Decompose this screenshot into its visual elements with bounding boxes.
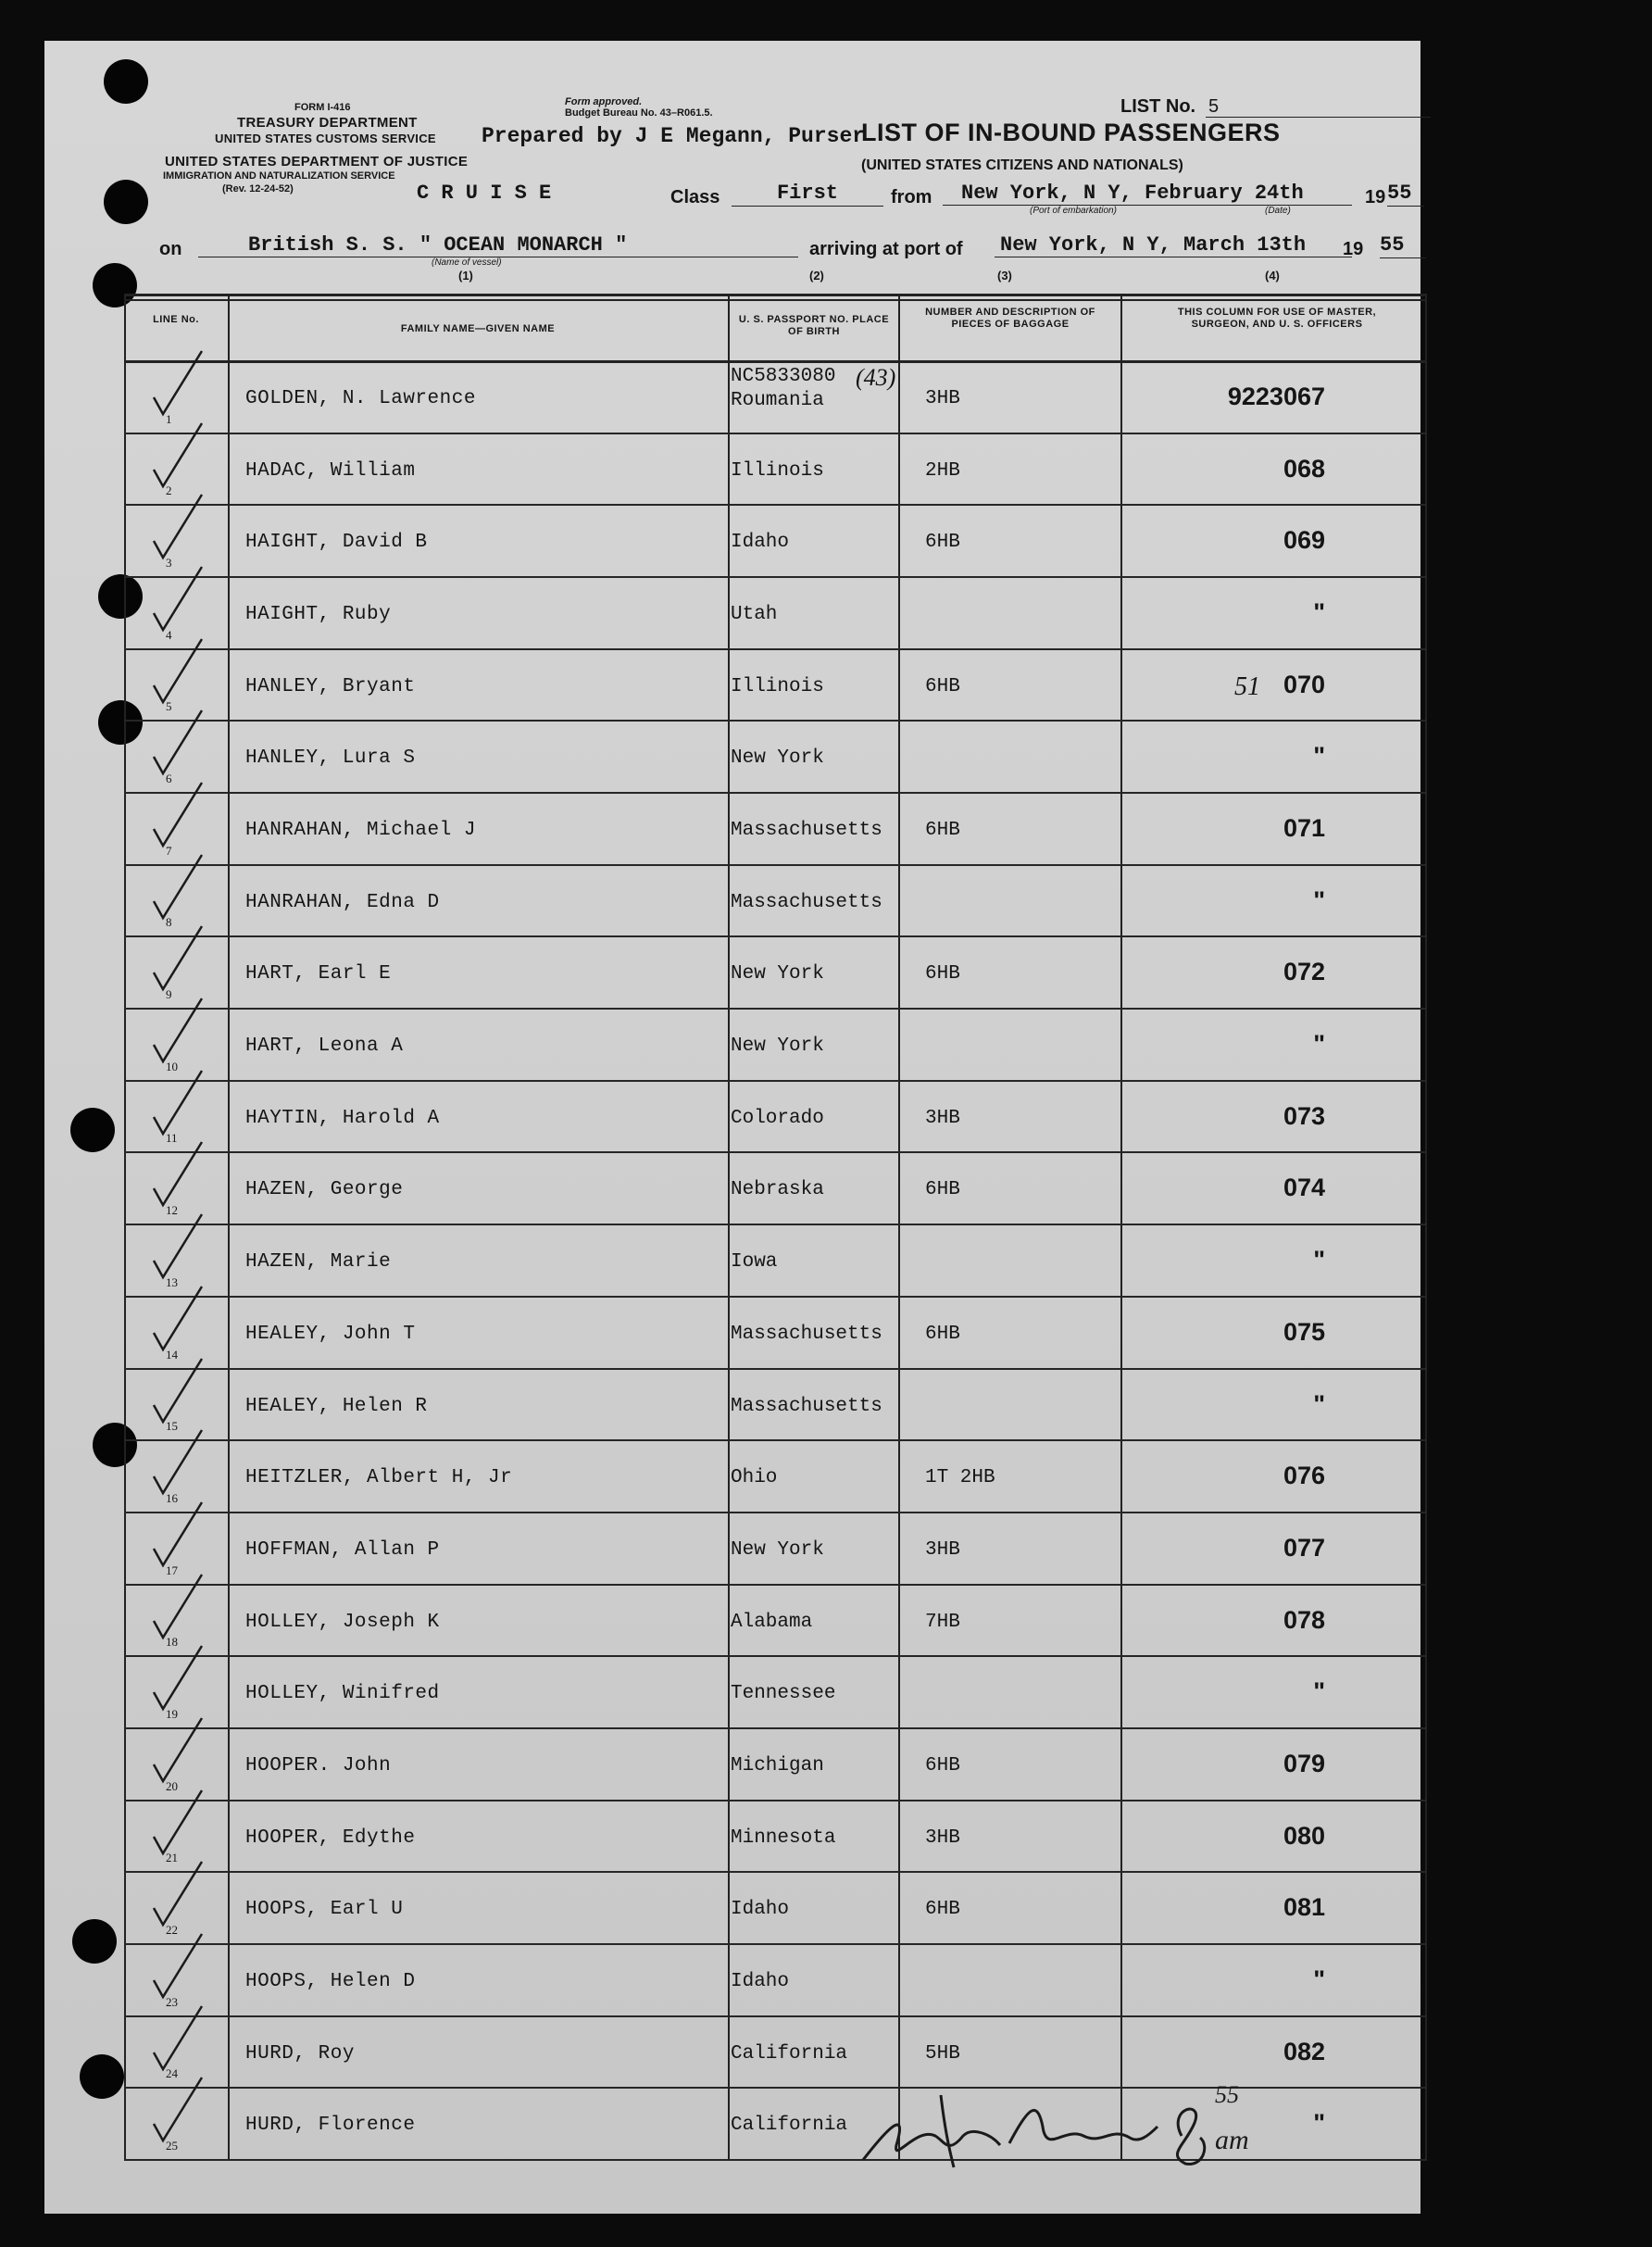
checkmark-icon [148, 1353, 222, 1427]
officer-number: 070 [1283, 670, 1325, 698]
passenger-name: HANLEY, Lura S [245, 747, 416, 770]
line-number: 6 [166, 772, 172, 786]
svg-text:am: am [1215, 2125, 1249, 2155]
checkmark-icon [148, 1856, 222, 1930]
place-of-birth: Colorado [731, 1107, 824, 1129]
from-year-prefix: 19 [1365, 187, 1386, 207]
line-number: 15 [166, 1419, 178, 1434]
arriving-label: arriving at port of [809, 239, 963, 259]
svg-text:55: 55 [1215, 2081, 1239, 2108]
line-number: 18 [166, 1635, 178, 1650]
list-no-label: LIST No. [1120, 96, 1196, 117]
officer-number: " [1313, 742, 1325, 771]
place-of-birth: Alabama [731, 1611, 813, 1633]
col-number-1: (1) [458, 269, 473, 282]
baggage-count: 3HB [925, 388, 960, 409]
officer-number: " [1313, 1677, 1325, 1706]
from-label: from [891, 187, 932, 207]
line-number: 13 [166, 1274, 178, 1289]
binder-hole [104, 180, 148, 224]
table-row [124, 650, 1427, 722]
officer-number: 074 [1283, 1174, 1325, 1202]
table-row [124, 1082, 1427, 1154]
table-row [124, 1586, 1427, 1658]
customs-service: UNITED STATES CUSTOMS SERVICE [215, 132, 436, 145]
checkmark-icon [148, 561, 222, 635]
passenger-name: HOOPS, Earl U [245, 1899, 404, 1921]
justice-dept: UNITED STATES DEPARTMENT OF JUSTICE [165, 154, 469, 169]
line-number: 25 [166, 2138, 178, 2153]
from-year: 55 [1387, 182, 1424, 207]
baggage-count: 3HB [925, 1107, 960, 1129]
handwritten-note: 51 [1234, 672, 1260, 701]
officer-number: " [1313, 1246, 1325, 1274]
officer-number: 072 [1283, 958, 1325, 986]
passenger-name: HURD, Florence [245, 2115, 416, 2137]
place-of-birth: Nebraska [731, 1179, 824, 1201]
on-label: on [159, 239, 182, 259]
place-of-birth: Iowa [731, 1251, 778, 1274]
passenger-name: HART, Leona A [245, 1036, 404, 1058]
table-row [124, 1873, 1427, 1945]
table-row [124, 1370, 1427, 1442]
class-label: Class [670, 187, 720, 207]
officer-number: 9223067 [1227, 383, 1325, 410]
place-of-birth: New York [731, 747, 824, 770]
baggage-count: 3HB [925, 1538, 960, 1561]
table-row [124, 506, 1427, 578]
header-line-no: LINE No. [153, 314, 199, 325]
officer-number: 075 [1283, 1317, 1325, 1346]
officer-number: 081 [1283, 1893, 1325, 1922]
list-no-value: 5 [1206, 96, 1431, 118]
col-number-2: (2) [809, 269, 824, 282]
binder-hole [80, 2054, 124, 2099]
line-number: 2 [166, 483, 172, 498]
table-row [124, 362, 1427, 434]
place-of-birth: New York [731, 1036, 824, 1058]
table-row [124, 1729, 1427, 1801]
checkmark-icon [148, 2072, 222, 2146]
line-number: 17 [166, 1563, 178, 1577]
officer-number: 071 [1283, 814, 1325, 843]
form-approved: Form approved. [565, 96, 643, 107]
ins-service: IMMIGRATION AND NATURALIZATION SERVICE [163, 170, 395, 182]
officer-number: 082 [1283, 2037, 1325, 2065]
place-of-birth: Illinois [731, 459, 824, 482]
table-row [124, 1441, 1427, 1513]
line-number: 8 [166, 915, 172, 930]
place-of-birth: Illinois [731, 675, 824, 697]
checkmark-icon [148, 705, 222, 779]
officer-number: 068 [1283, 454, 1325, 483]
arriving-year: 55 [1380, 233, 1426, 258]
handwritten-note: (43) [856, 364, 896, 391]
baggage-count: 6HB [925, 1754, 960, 1776]
line-number: 22 [166, 1922, 178, 1937]
table-row [124, 937, 1427, 1010]
baggage-count: 3HB [925, 1826, 960, 1849]
officer-signature [852, 2071, 1278, 2186]
baggage-count: 6HB [925, 532, 960, 554]
vessel-name: British S. S. " OCEAN MONARCH " [198, 233, 798, 257]
checkmark-icon [148, 1209, 222, 1283]
passenger-name: HOLLEY, Joseph K [245, 1611, 440, 1633]
passport-number: NC5833080 [731, 366, 836, 387]
baggage-count: 6HB [925, 675, 960, 697]
officer-number: 079 [1283, 1749, 1325, 1777]
baggage-count: 2HB [925, 459, 960, 482]
table-row [124, 1153, 1427, 1225]
baggage-count: 6HB [925, 1899, 960, 1921]
checkmark-icon [148, 1928, 222, 2002]
place-of-birth: Minnesota [731, 1826, 836, 1849]
port-embark-caption: (Port of embarkation) [1030, 206, 1117, 216]
line-number: 11 [166, 1131, 178, 1146]
place-of-birth: Ohio [731, 1467, 778, 1489]
place-of-birth: Michigan [731, 1754, 824, 1776]
place-of-birth: Idaho [731, 532, 790, 554]
officer-number: " [1313, 1389, 1325, 1418]
officer-number: " [1313, 598, 1325, 627]
line-number: 5 [166, 699, 172, 714]
passenger-name: HOFFMAN, Allan P [245, 1538, 440, 1561]
checkmark-icon [148, 489, 222, 563]
line-number: 19 [166, 1706, 178, 1721]
budget-bureau: Budget Bureau No. 43–R061.5. [565, 107, 713, 119]
line-number: 12 [166, 1203, 178, 1218]
checkmark-icon [148, 1136, 222, 1211]
col-number-4: (4) [1265, 269, 1280, 282]
checkmark-icon [148, 418, 222, 492]
vessel-caption: (Name of vessel) [432, 257, 502, 268]
passenger-name: HURD, Roy [245, 2042, 355, 2065]
table-row [124, 1298, 1427, 1370]
checkmark-icon [148, 1497, 222, 1571]
officer-number: 078 [1283, 1605, 1325, 1634]
table-row [124, 1010, 1427, 1082]
baggage-count: 5HB [925, 2042, 960, 2065]
passenger-name: HADAC, William [245, 459, 416, 482]
binder-hole [70, 1108, 115, 1152]
table-row [124, 722, 1427, 794]
arriving-value: New York, N Y, March 13th [995, 233, 1352, 257]
table-row [124, 1513, 1427, 1586]
place-of-birth: Massachusetts [731, 891, 882, 913]
passenger-name: HAZEN, George [245, 1179, 404, 1201]
place-of-birth: California [731, 2042, 848, 2065]
binder-hole [72, 1919, 117, 1964]
cruise-label: C R U I S E [417, 182, 552, 205]
line-number: 23 [166, 1994, 178, 2009]
officer-number: 069 [1283, 526, 1325, 555]
officer-number: " [1313, 1030, 1325, 1059]
line-number: 21 [166, 1851, 178, 1865]
passenger-name: HAIGHT, David B [245, 532, 428, 554]
form-title: LIST OF IN-BOUND PASSENGERS [861, 119, 1281, 146]
baggage-count: 6HB [925, 1323, 960, 1345]
officer-number: 073 [1283, 1101, 1325, 1130]
passenger-name: HAIGHT, Ruby [245, 604, 392, 626]
passenger-name: HANRAHAN, Edna D [245, 891, 440, 913]
place-of-birth: Massachusetts [731, 820, 882, 842]
checkmark-icon [148, 993, 222, 1067]
class-value: First [732, 182, 883, 207]
checkmark-icon [148, 345, 222, 420]
line-number: 1 [166, 411, 172, 426]
prepared-by: Prepared by J E Megann, Purser [482, 124, 866, 148]
passenger-name: HANRAHAN, Michael J [245, 820, 476, 842]
line-number: 10 [166, 1059, 178, 1073]
header-officers: THIS COLUMN FOR USE OF MASTER, SURGEON, AND U. S. OFFICERS [1177, 307, 1377, 330]
checkmark-icon [148, 921, 222, 995]
checkmark-icon [148, 1640, 222, 1714]
line-number: 20 [166, 1778, 178, 1793]
binder-hole [104, 59, 148, 104]
header-baggage: NUMBER AND DESCRIPTION OF PIECES OF BAGGAGE [925, 307, 1095, 330]
table-row [124, 578, 1427, 650]
line-number: 9 [166, 987, 172, 1002]
line-number: 4 [166, 627, 172, 642]
date-caption: (Date) [1265, 206, 1291, 216]
checkmark-icon [148, 1065, 222, 1139]
table-row [124, 1225, 1427, 1298]
table-row [124, 1801, 1427, 1874]
officer-number: " [1313, 885, 1325, 914]
place-of-birth: California [731, 2115, 848, 2137]
arriving-year-prefix: 19 [1343, 239, 1364, 259]
place-of-birth: Massachusetts [731, 1323, 882, 1345]
checkmark-icon [148, 634, 222, 708]
col-number-3: (3) [997, 269, 1012, 282]
form-subtitle: (UNITED STATES CITIZENS AND NATIONALS) [861, 157, 1183, 173]
place-of-birth: Massachusetts [731, 1395, 882, 1417]
officer-number: 080 [1283, 1821, 1325, 1850]
header-family-name: FAMILY NAME—GIVEN NAME [400, 323, 556, 334]
treasury-dept: TREASURY DEPARTMENT [237, 115, 418, 131]
passenger-name: GOLDEN, N. Lawrence [245, 388, 476, 409]
form-number: FORM I-416 [294, 102, 351, 113]
table-row [124, 434, 1427, 507]
place-of-birth: Idaho [731, 1970, 790, 1992]
place-of-birth: Tennessee [731, 1683, 836, 1705]
baggage-count: 7HB [925, 1611, 960, 1633]
baggage-count: 6HB [925, 820, 960, 842]
line-number: 24 [166, 2066, 178, 2081]
officer-number: 076 [1283, 1462, 1325, 1490]
checkmark-icon [148, 2001, 222, 2075]
header-passport: U. S. PASSPORT NO. PLACE OF BIRTH [738, 314, 890, 337]
passenger-name: HEALEY, John T [245, 1323, 416, 1345]
passenger-name: HAZEN, Marie [245, 1251, 392, 1274]
officer-number: 077 [1283, 1533, 1325, 1562]
line-number: 16 [166, 1490, 178, 1505]
passenger-name: HOLLEY, Winifred [245, 1683, 440, 1705]
baggage-count: 6HB [925, 1179, 960, 1201]
checkmark-icon [148, 1569, 222, 1643]
line-number: 7 [166, 843, 172, 858]
checkmark-icon [148, 1281, 222, 1355]
passenger-name: HEALEY, Helen R [245, 1395, 428, 1417]
passenger-name: HEITZLER, Albert H, Jr [245, 1467, 513, 1489]
passenger-name: HANLEY, Bryant [245, 675, 416, 697]
checkmark-icon [148, 777, 222, 851]
baggage-count: 1T 2HB [925, 1467, 995, 1489]
checkmark-icon [148, 1425, 222, 1499]
passenger-table [124, 294, 1427, 2161]
from-value: New York, N Y, February 24th [943, 182, 1352, 206]
place-of-birth: Roumania [731, 390, 824, 411]
revision: (Rev. 12-24-52) [222, 183, 294, 195]
checkmark-icon [148, 1785, 222, 1859]
passenger-name: HOOPS, Helen D [245, 1970, 416, 1992]
checkmark-icon [148, 849, 222, 923]
place-of-birth: Utah [731, 604, 778, 626]
line-number: 3 [166, 556, 172, 571]
passenger-name: HAYTIN, Harold A [245, 1107, 440, 1129]
baggage-count: 6HB [925, 963, 960, 985]
passenger-name: HOOPER, Edythe [245, 1826, 416, 1849]
passenger-name: HOOPER. John [245, 1754, 392, 1776]
place-of-birth: New York [731, 963, 824, 985]
officer-number: " [1313, 1965, 1325, 1993]
line-number: 14 [166, 1347, 178, 1362]
place-of-birth: New York [731, 1538, 824, 1561]
table-row [124, 794, 1427, 866]
place-of-birth: Idaho [731, 1899, 790, 1921]
passenger-name: HART, Earl E [245, 963, 392, 985]
table-row [124, 1945, 1427, 2017]
table-row [124, 866, 1427, 938]
table-row [124, 1657, 1427, 1729]
checkmark-icon [148, 1713, 222, 1787]
officer-number: " [1313, 2109, 1325, 2138]
